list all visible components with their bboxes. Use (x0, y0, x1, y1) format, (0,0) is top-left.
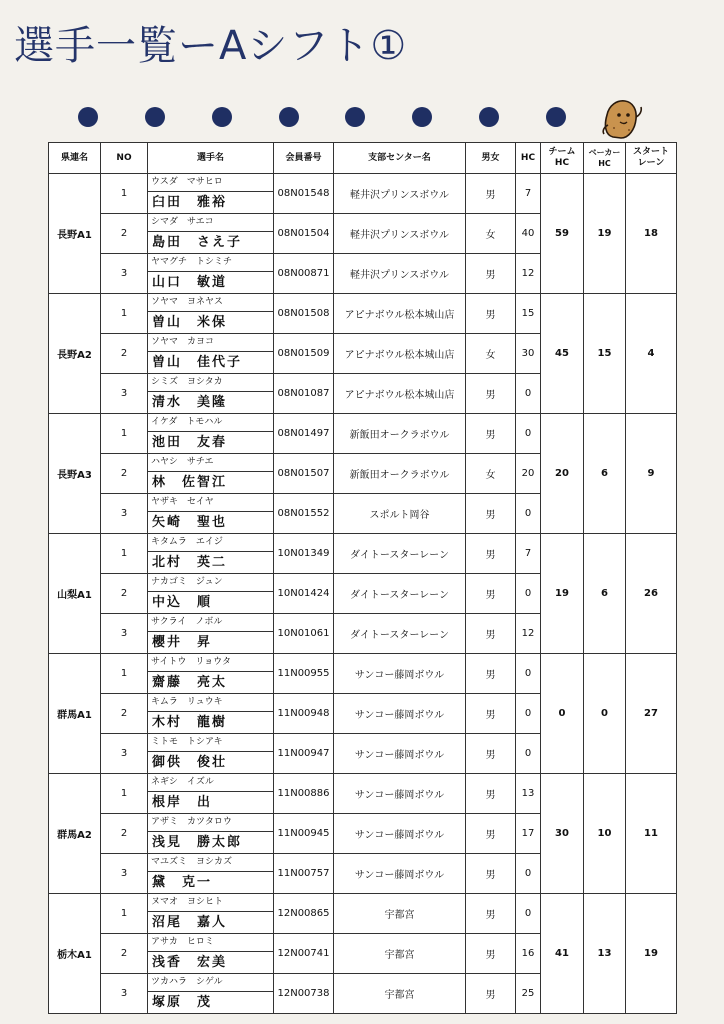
player-kanji: 曽山 米保 (152, 315, 228, 330)
start-lane: 27 (626, 654, 677, 774)
player-name-cell (148, 974, 274, 1014)
header-baker-hc: ベーカー HC (584, 143, 626, 174)
player-gender: 女 (466, 334, 516, 374)
player-name-cell (148, 494, 274, 534)
table-row (49, 534, 677, 574)
player-no: 2 (101, 214, 148, 254)
team-hc: 0 (541, 654, 584, 774)
decor-dot (78, 107, 98, 127)
player-no: 2 (101, 694, 148, 734)
center-name: サンコー藤岡ボウル (334, 654, 466, 694)
player-name-cell (148, 534, 274, 574)
center-name: ダイトースターレーン (334, 574, 466, 614)
player-kanji: 齋藤 亮太 (152, 675, 228, 690)
player-name-cell (148, 654, 274, 694)
member-number: 11N00945 (274, 814, 334, 854)
player-kana: キムラ リュウキ (148, 694, 273, 712)
player-name-cell (148, 814, 274, 854)
player-no: 3 (101, 734, 148, 774)
player-no: 2 (101, 574, 148, 614)
header-row (49, 143, 677, 174)
header-pref: 県連名 (49, 143, 101, 174)
player-name-cell (148, 854, 274, 894)
center-name: アピナボウル松本城山店 (334, 374, 466, 414)
player-gender: 男 (466, 614, 516, 654)
member-number: 12N00865 (274, 894, 334, 934)
player-kanji: 櫻井 昇 (152, 635, 213, 650)
player-gender: 男 (466, 414, 516, 454)
center-name: スポルト岡谷 (334, 494, 466, 534)
decor-dot (479, 107, 499, 127)
player-kanji: 沼尾 嘉人 (152, 915, 228, 930)
center-name: サンコー藤岡ボウル (334, 854, 466, 894)
player-name-cell (148, 694, 274, 734)
player-hc: 0 (516, 694, 541, 734)
team-hc: 19 (541, 534, 584, 654)
player-hc: 0 (516, 654, 541, 694)
start-lane: 4 (626, 294, 677, 414)
player-name-cell (148, 734, 274, 774)
team-pref: 長野A2 (49, 294, 101, 414)
player-kanji: 浅見 勝太郎 (152, 835, 243, 850)
member-number: 08N00871 (274, 254, 334, 294)
header-hc: HC (516, 143, 541, 174)
player-kana: キタムラ エイジ (148, 534, 273, 552)
center-name: 軽井沢プリンスボウル (334, 254, 466, 294)
player-kana: マユズミ ヨシカズ (148, 854, 273, 872)
player-kana: ヤマグチ トシミチ (148, 254, 273, 272)
baker-hc: 13 (584, 894, 626, 1014)
player-hc: 0 (516, 734, 541, 774)
center-name: 宇都宮 (334, 894, 466, 934)
member-number: 08N01552 (274, 494, 334, 534)
player-hc: 7 (516, 534, 541, 574)
player-kana: ネギシ イズル (148, 774, 273, 792)
player-gender: 男 (466, 894, 516, 934)
player-kana: ソヤマ ヨネヤス (148, 294, 273, 312)
player-no: 2 (101, 814, 148, 854)
center-name: 新飯田オークラボウル (334, 414, 466, 454)
center-name: 宇都宮 (334, 934, 466, 974)
player-kana: アサカ ヒロミ (148, 934, 273, 952)
center-name: 軽井沢プリンスボウル (334, 214, 466, 254)
player-hc: 16 (516, 934, 541, 974)
player-gender: 男 (466, 374, 516, 414)
player-kanji: 島田 さえ子 (152, 235, 243, 250)
player-gender: 女 (466, 454, 516, 494)
decor-dot (279, 107, 299, 127)
decor-dot (345, 107, 365, 127)
player-hc: 7 (516, 174, 541, 214)
player-gender: 男 (466, 494, 516, 534)
member-number: 08N01504 (274, 214, 334, 254)
player-hc: 25 (516, 974, 541, 1014)
player-gender: 男 (466, 774, 516, 814)
member-number: 11N00955 (274, 654, 334, 694)
member-number: 08N01548 (274, 174, 334, 214)
player-gender: 男 (466, 174, 516, 214)
player-no: 2 (101, 934, 148, 974)
center-name: サンコー藤岡ボウル (334, 694, 466, 734)
player-gender: 男 (466, 934, 516, 974)
player-no: 3 (101, 494, 148, 534)
player-kanji: 中込 順 (152, 595, 213, 610)
player-name-cell (148, 374, 274, 414)
player-kanji: 林 佐智江 (152, 475, 228, 490)
start-lane: 9 (626, 414, 677, 534)
baker-hc: 6 (584, 534, 626, 654)
player-kanji: 根岸 出 (152, 795, 213, 810)
player-name-cell (148, 174, 274, 214)
team-pref: 群馬A2 (49, 774, 101, 894)
header-center: 支部センター名 (334, 143, 466, 174)
player-kanji: 臼田 雅裕 (152, 195, 228, 210)
center-name: ダイトースターレーン (334, 534, 466, 574)
player-no: 3 (101, 374, 148, 414)
player-kana: ツカハラ シゲル (148, 974, 273, 992)
player-gender: 男 (466, 854, 516, 894)
player-hc: 0 (516, 574, 541, 614)
player-hc: 0 (516, 374, 541, 414)
player-no: 1 (101, 294, 148, 334)
player-gender: 男 (466, 814, 516, 854)
player-kana: サイトウ リョウタ (148, 654, 273, 672)
player-kanji: 清水 美隆 (152, 395, 228, 410)
player-no: 1 (101, 894, 148, 934)
player-no: 1 (101, 774, 148, 814)
team-pref: 長野A3 (49, 414, 101, 534)
player-kanji: 矢崎 聖也 (152, 515, 228, 530)
baker-hc: 0 (584, 654, 626, 774)
header-name: 選手名 (148, 143, 274, 174)
member-number: 10N01424 (274, 574, 334, 614)
start-lane: 18 (626, 174, 677, 294)
player-name-cell (148, 774, 274, 814)
player-name-cell (148, 614, 274, 654)
player-name-cell (148, 894, 274, 934)
player-kana: シマダ サエコ (148, 214, 273, 232)
center-name: サンコー藤岡ボウル (334, 774, 466, 814)
decor-dot (546, 107, 566, 127)
member-number: 08N01087 (274, 374, 334, 414)
player-no: 2 (101, 334, 148, 374)
player-kanji: 浅香 宏美 (152, 955, 228, 970)
potato-mascot-icon (599, 97, 645, 141)
team-pref: 山梨A1 (49, 534, 101, 654)
player-gender: 男 (466, 694, 516, 734)
team-hc: 41 (541, 894, 584, 1014)
player-no: 1 (101, 534, 148, 574)
player-kana: シミズ ヨシタカ (148, 374, 273, 392)
member-number: 10N01349 (274, 534, 334, 574)
team-hc: 20 (541, 414, 584, 534)
member-number: 11N00948 (274, 694, 334, 734)
player-hc: 0 (516, 894, 541, 934)
player-no: 1 (101, 414, 148, 454)
center-name: アピナボウル松本城山店 (334, 334, 466, 374)
center-name: ダイトースターレーン (334, 614, 466, 654)
player-name-cell (148, 254, 274, 294)
player-kanji: 御供 俊壮 (152, 755, 228, 770)
player-hc: 15 (516, 294, 541, 334)
header-gender: 男女 (466, 143, 516, 174)
start-lane: 26 (626, 534, 677, 654)
player-name-cell (148, 214, 274, 254)
member-number: 12N00741 (274, 934, 334, 974)
player-name-cell (148, 934, 274, 974)
baker-hc: 10 (584, 774, 626, 894)
center-name: サンコー藤岡ボウル (334, 814, 466, 854)
player-hc: 0 (516, 414, 541, 454)
baker-hc: 19 (584, 174, 626, 294)
player-name-cell (148, 294, 274, 334)
start-lane: 11 (626, 774, 677, 894)
player-hc: 0 (516, 494, 541, 534)
player-hc: 13 (516, 774, 541, 814)
player-kanji: 黛 克一 (152, 875, 213, 890)
team-hc: 45 (541, 294, 584, 414)
baker-hc: 6 (584, 414, 626, 534)
team-hc: 30 (541, 774, 584, 894)
team-pref: 長野A1 (49, 174, 101, 294)
header-start-lane: スタート レーン (626, 143, 677, 174)
player-hc: 12 (516, 614, 541, 654)
center-name: サンコー藤岡ボウル (334, 734, 466, 774)
player-no: 3 (101, 854, 148, 894)
center-name: アピナボウル松本城山店 (334, 294, 466, 334)
member-number: 11N00886 (274, 774, 334, 814)
player-gender: 男 (466, 254, 516, 294)
member-number: 08N01497 (274, 414, 334, 454)
team-pref: 栃木A1 (49, 894, 101, 1014)
table-row (49, 774, 677, 814)
player-no: 3 (101, 254, 148, 294)
player-kana: ハヤシ サチエ (148, 454, 273, 472)
player-kanji: 曽山 佳代子 (152, 355, 243, 370)
table-row (49, 894, 677, 934)
player-name-cell (148, 334, 274, 374)
member-number: 08N01507 (274, 454, 334, 494)
player-name-cell (148, 574, 274, 614)
team-hc: 59 (541, 174, 584, 294)
player-gender: 男 (466, 294, 516, 334)
player-kanji: 塚原 茂 (152, 995, 213, 1010)
decor-dot (145, 107, 165, 127)
player-kana: サクライ ノボル (148, 614, 273, 632)
player-gender: 男 (466, 574, 516, 614)
player-gender: 男 (466, 974, 516, 1014)
table-row (49, 174, 677, 214)
player-kana: ソヤマ カヨコ (148, 334, 273, 352)
player-kana: ミトモ トシアキ (148, 734, 273, 752)
player-roster-table (48, 142, 677, 1014)
player-kana: ウスダ マサヒロ (148, 174, 273, 192)
player-hc: 40 (516, 214, 541, 254)
player-hc: 20 (516, 454, 541, 494)
member-number: 08N01509 (274, 334, 334, 374)
player-name-cell (148, 454, 274, 494)
player-gender: 男 (466, 534, 516, 574)
player-kanji: 木村 龍樹 (152, 715, 228, 730)
table-row (49, 414, 677, 454)
player-hc: 12 (516, 254, 541, 294)
decor-dot (212, 107, 232, 127)
player-kana: アザミ カツタロウ (148, 814, 273, 832)
center-name: 宇都宮 (334, 974, 466, 1014)
member-number: 12N00738 (274, 974, 334, 1014)
baker-hc: 15 (584, 294, 626, 414)
player-hc: 30 (516, 334, 541, 374)
player-no: 3 (101, 974, 148, 1014)
table-row (49, 654, 677, 694)
player-no: 2 (101, 454, 148, 494)
page-title: 選手一覧ーAシフト① (14, 23, 408, 69)
header-member: 会員番号 (274, 143, 334, 174)
player-name-cell (148, 414, 274, 454)
header-team-hc: チーム HC (541, 143, 584, 174)
player-no: 3 (101, 614, 148, 654)
member-number: 11N00947 (274, 734, 334, 774)
member-number: 10N01061 (274, 614, 334, 654)
player-kanji: 池田 友春 (152, 435, 228, 450)
player-hc: 0 (516, 854, 541, 894)
player-gender: 男 (466, 654, 516, 694)
player-kanji: 山口 敏道 (152, 275, 228, 290)
player-no: 1 (101, 174, 148, 214)
player-kanji: 北村 英二 (152, 555, 228, 570)
start-lane: 19 (626, 894, 677, 1014)
player-hc: 17 (516, 814, 541, 854)
member-number: 08N01508 (274, 294, 334, 334)
header-no: NO (101, 143, 148, 174)
player-kana: ヌマオ ヨシヒト (148, 894, 273, 912)
player-kana: ナカゴミ ジュン (148, 574, 273, 592)
center-name: 新飯田オークラボウル (334, 454, 466, 494)
player-no: 1 (101, 654, 148, 694)
player-gender: 女 (466, 214, 516, 254)
table-row (49, 294, 677, 334)
player-kana: ヤザキ セイヤ (148, 494, 273, 512)
player-gender: 男 (466, 734, 516, 774)
player-kana: イケダ トモハル (148, 414, 273, 432)
team-pref: 群馬A1 (49, 654, 101, 774)
decor-dot (412, 107, 432, 127)
center-name: 軽井沢プリンスボウル (334, 174, 466, 214)
member-number: 11N00757 (274, 854, 334, 894)
